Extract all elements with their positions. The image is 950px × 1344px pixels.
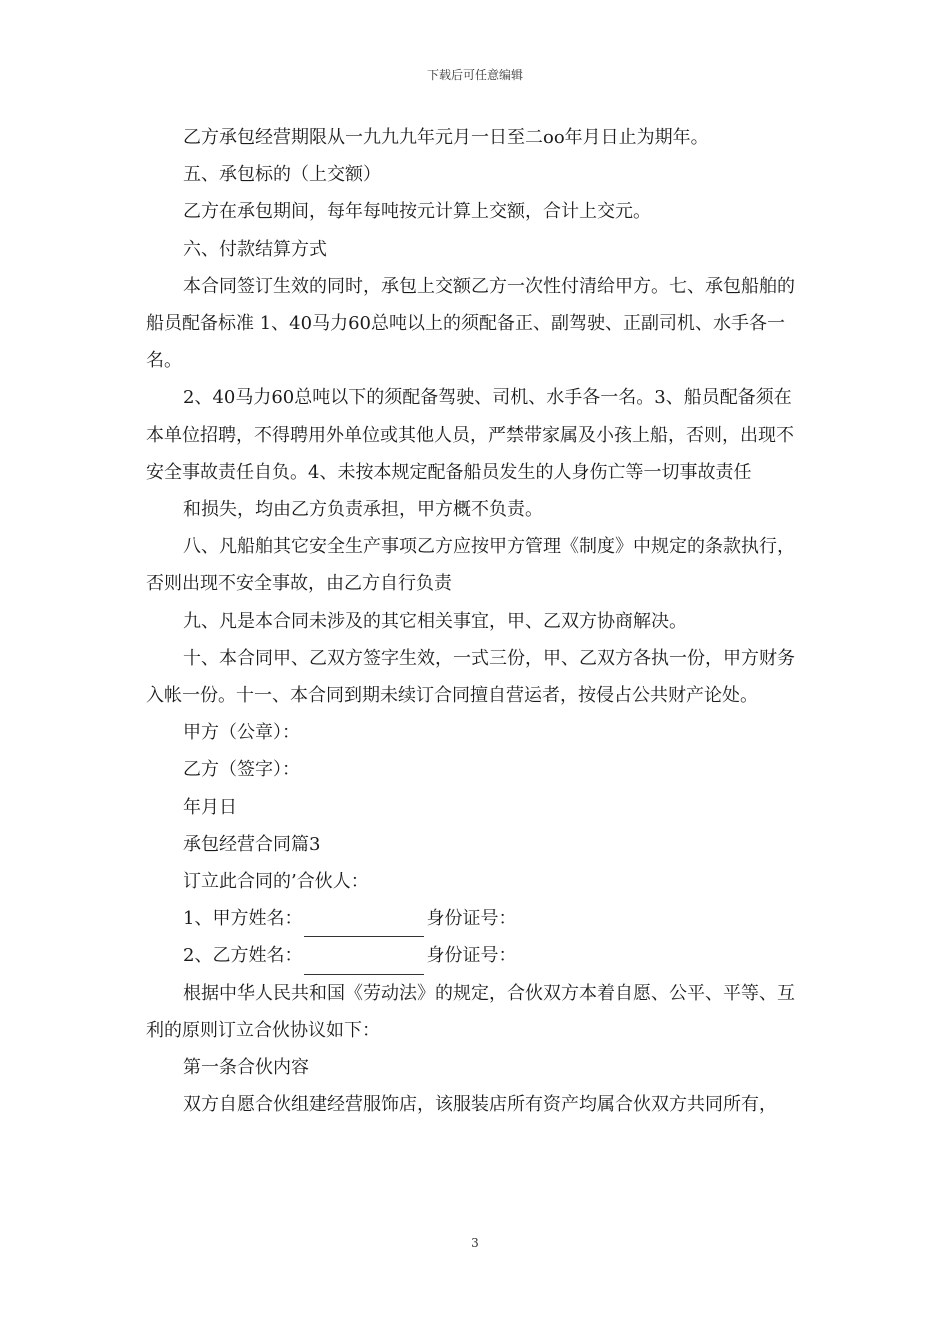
paragraph: 双方自愿合伙组建经营服饰店，该服装店所有资产均属合伙双方共同所有， — [183, 1094, 777, 1116]
section-heading: 六、付款结算方式 — [183, 238, 327, 260]
article-heading: 第一条合伙内容 — [183, 1057, 309, 1079]
section-heading: 五、承包标的（上交额） — [183, 164, 381, 186]
page-number: 3 — [471, 1236, 479, 1250]
page-header: 下载后可任意编辑 — [426, 68, 523, 82]
document-body — [146, 119, 808, 1123]
party-a-line — [146, 900, 808, 937]
paragraph: 订立此合同的’合伙人： — [183, 871, 369, 893]
party-b-name-label: 2、乙方姓名： — [183, 945, 303, 967]
paragraph: 根据中华人民共和国《劳动法》的规定，合伙双方本着自愿、公平、平等、互利的原则订立合伙协议如下： — [146, 982, 795, 1041]
party-b-id-label: 身份证号： — [426, 945, 517, 967]
signature-party-b: 乙方（签字）： — [183, 759, 300, 781]
paragraph: 乙方承包经营期限从一九九九年元月一日至二oo年月日止为期年。 — [183, 127, 709, 148]
contract-title: 承包经营合同篇3 — [183, 833, 321, 855]
paragraph: 本合同签订生效的同时，承包上交额乙方一次性付清给甲方。七、承包船舶的船员配备标准 1、40马力60总吨以上的须配备正、副驾驶、正副司机、水手各一名。 — [146, 275, 795, 372]
signature-date: 年月日 — [183, 796, 237, 818]
paragraph: 2、40马力60总吨以下的须配备驾驶、司机、水手各一名。3、船员配备须在本单位招聘，不得聘用外单位或其他人员，严禁带家属及小孩上船，否则，出现不安全事故责任自负。4、未按本规定配备船员发生的人身伤亡等一切事故责任 — [146, 387, 794, 483]
party-b-name-blank — [304, 952, 424, 975]
party-b-line — [146, 937, 808, 974]
paragraph: 乙方在承包期间，每年每吨按元计算上交额，合计上交元。 — [183, 201, 651, 223]
party-a-id-label: 身份证号： — [426, 908, 517, 930]
paragraph: 十、本合同甲、乙双方签字生效，一式三份，甲、乙双方各执一份，甲方财务入帐一份。十一、本合同到期未续订合同擅自营运者，按侵占公共财产论处。 — [146, 647, 795, 707]
paragraph: 九、凡是本合同未涉及的其它相关事宜，甲、乙双方协商解决。 — [183, 610, 687, 632]
party-a-name-label: 1、甲方姓名： — [183, 908, 303, 930]
party-a-name-blank — [304, 914, 424, 937]
paragraph: 八、凡船舶其它安全生产事项乙方应按甲方管理《制度》中规定的条款执行，否则出现不安全事故，由乙方自行负责 — [146, 536, 795, 595]
signature-party-a: 甲方（公章）： — [183, 722, 300, 744]
paragraph: 和损失，均由乙方负责承担，甲方概不负责。 — [183, 499, 543, 521]
